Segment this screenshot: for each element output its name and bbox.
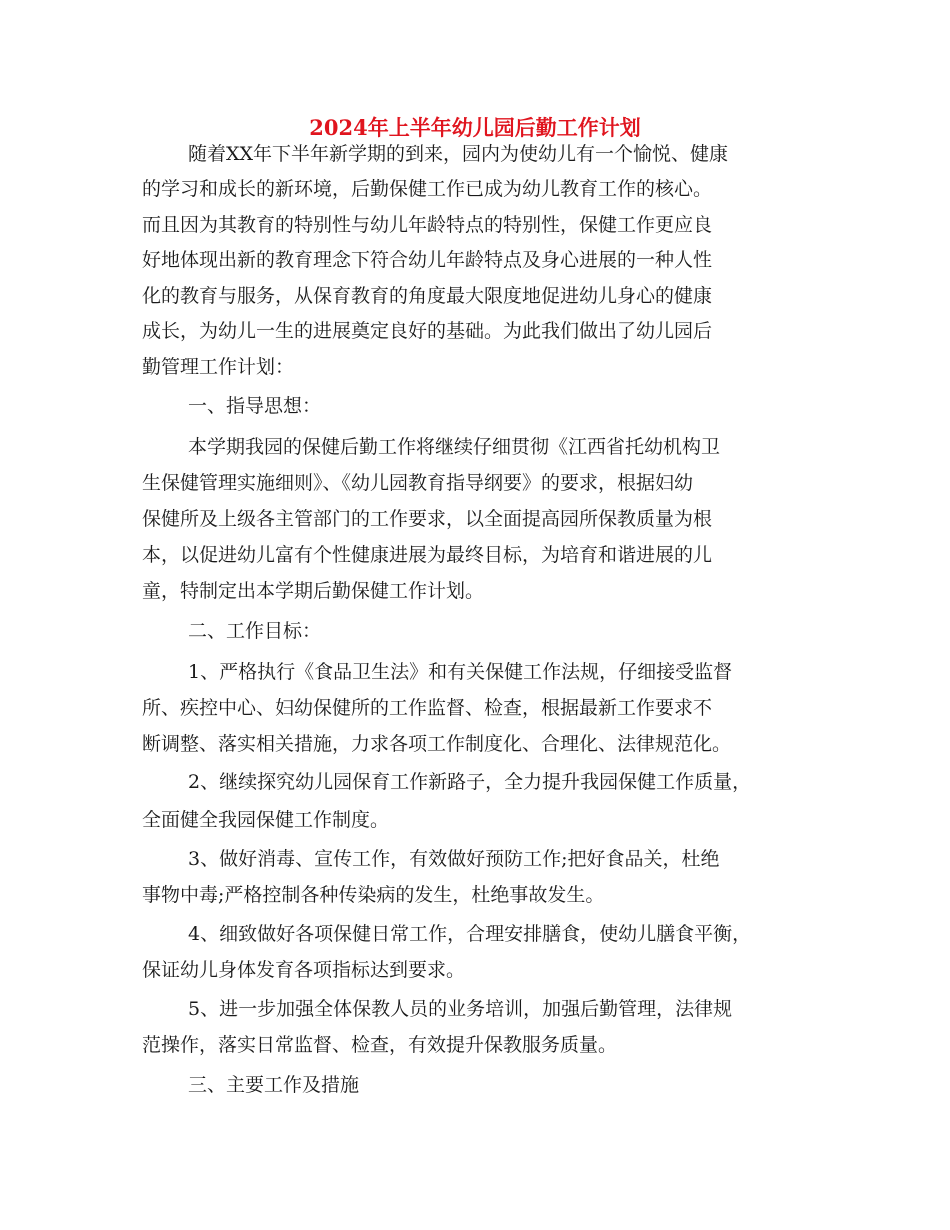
document-title: 2024年上半年幼儿园后勤工作计划 xyxy=(309,115,641,140)
paragraph-line: 化的教育与服务，从保育教育的角度最大限度地促进幼儿身心的健康 xyxy=(142,285,713,307)
section-heading: 一、指导思想： xyxy=(188,395,322,417)
paragraph-line: 随着XX年下半年新学期的到来，园内为使幼儿有一个愉悦、健康 xyxy=(188,143,729,165)
paragraph-line: 好地体现出新的教育理念下符合幼儿年龄特点及身心进展的一种人性 xyxy=(142,249,713,271)
paragraph-line: 本学期我园的保健后勤工作将继续仔细贯彻《江西省托幼机构卫 xyxy=(188,436,721,458)
paragraph-line: 生保健管理实施细则》、《幼儿园教育指导纲要》的要求，根据妇幼 xyxy=(142,472,694,494)
list-item-line: 3、做好消毒、宣传工作，有效做好预防工作;把好食品关，杜绝 xyxy=(188,848,720,870)
paragraph-line: 保健所及上级各主管部门的工作要求，以全面提高园所保教质量为根 xyxy=(142,508,713,530)
paragraph-line: 童，特制定出本学期后勤保健工作计划。 xyxy=(142,580,485,602)
paragraph-line: 的学习和成长的新环境，后勤保健工作已成为幼儿教育工作的核心。 xyxy=(142,178,713,200)
list-item-line: 事物中毒;严格控制各种传染病的发生，杜绝事故发生。 xyxy=(142,884,605,906)
list-item-line: 范操作，落实日常监督、检查，有效提升保教服务质量。 xyxy=(142,1034,618,1056)
list-item-line: 保证幼儿身体发育各项指标达到要求。 xyxy=(142,959,466,981)
section-heading: 三、主要工作及措施 xyxy=(188,1074,360,1096)
list-item-line: 2、继续探究幼儿园保育工作新路子，全力提升我园保健工作质量， xyxy=(188,771,752,793)
paragraph-line: 而且因为其教育的特别性与幼儿年龄特点的特别性，保健工作更应良 xyxy=(142,214,713,236)
paragraph-line: 勤管理工作计划： xyxy=(142,356,295,378)
list-item-line: 全面健全我园保健工作制度。 xyxy=(142,809,390,831)
list-item-line: 所、疾控中心、妇幼保健所的工作监督、检查，根据最新工作要求不 xyxy=(142,697,713,719)
list-item-line: 断调整、落实相关措施，力求各项工作制度化、合理化、法律规范化。 xyxy=(142,733,732,755)
list-item-line: 5、进一步加强全体保教人员的业务培训，加强后勤管理，法律规 xyxy=(188,998,733,1020)
section-heading: 二、工作目标： xyxy=(188,620,322,642)
paragraph-line: 本，以促进幼儿富有个性健康进展为最终目标，为培育和谐进展的儿 xyxy=(142,544,713,566)
paragraph-line: 成长，为幼儿一生的进展奠定良好的基础。为此我们做出了幼儿园后 xyxy=(142,320,713,342)
list-item-line: 4、细致做好各项保健日常工作，合理安排膳食，使幼儿膳食平衡， xyxy=(188,923,752,945)
list-item-line: 1、严格执行《食品卫生法》和有关保健工作法规，仔细接受监督 xyxy=(188,661,733,683)
